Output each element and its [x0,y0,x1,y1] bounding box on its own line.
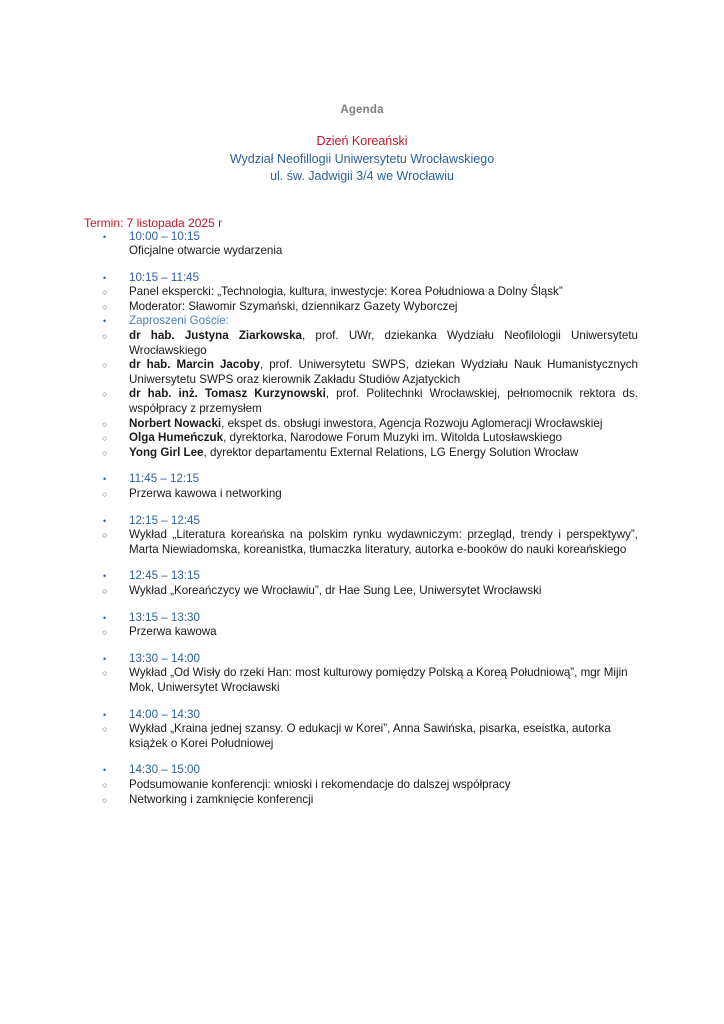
agenda-item [0,778,724,793]
circle-bullet-icon: ○ [102,724,108,735]
circle-bullet-icon: ○ [102,489,108,499]
circle-bullet-icon: ○ [102,447,108,458]
agenda-item [0,329,724,358]
circle-bullet-icon: ○ [102,433,108,444]
agenda-item [0,244,724,259]
agenda-item-text: Moderator: Sławomir Szymański, dziennikarz Gazety Wyborczej [129,299,458,313]
bullet-icon: • [103,231,107,242]
agenda-slot-time [0,569,724,584]
time-range-label: 13:15 – 13:30 [129,610,200,624]
agenda-item-text: , prof. UWr, dziekanka Wydziału Neofilologii Uniwersytetu Wrocławskiego [129,329,639,357]
bullet-icon: • [103,709,107,720]
speaker-name: Olga Humeńczuk [129,431,224,445]
agenda-slot-time [0,271,724,286]
agenda-item-text: Panel ekspercki: „Technologia, kultura, inwestycje: Korea Południowa a Dolny Śląsk” [129,285,563,299]
agenda-item [0,625,724,640]
agenda-item [0,793,724,808]
bullet-icon: • [103,316,107,327]
agenda-slot [0,472,724,501]
bullet-icon: • [103,515,107,526]
bullet-icon: • [103,474,107,485]
agenda-item [0,528,724,557]
agenda-item [0,300,724,315]
venue-faculty: Wydział Neofillogii Uniwersytetu Wrocławskiego [229,151,495,166]
circle-bullet-icon: ○ [102,794,108,805]
agenda-slot-time [0,230,724,245]
venue-address: ul. św. Jadwigii 3/4 we Wrocławiu [270,169,454,183]
agenda-slot-time [0,472,724,487]
guests-heading [0,314,724,329]
bullet-icon: • [103,653,107,664]
agenda-slot [0,708,724,752]
circle-bullet-icon: ○ [102,287,108,298]
agenda-item [0,446,724,461]
time-range-label: 13:30 – 14:00 [129,651,200,665]
speaker-name: dr hab. inż. Tomasz Kurzynowski [129,387,326,401]
circle-bullet-icon: ○ [102,585,108,596]
agenda-item-text: Wykład „Literatura koreańska na polskim rynku wydawniczym: przegląd, trendy i perspektywy”, Marta Niewiadomska, koreanistka, tłumaczka literatury, autorka e-booków do nauki koreańskiego [129,528,638,556]
circle-bullet-icon: ○ [102,331,108,342]
agenda-slot [0,763,724,807]
agenda-slot-time [0,514,724,529]
agenda-item [0,431,724,446]
agenda-slot [0,514,724,558]
agenda-list [0,230,724,808]
speaker-name: Norbert Nowacki [129,416,222,430]
event-header [0,133,724,186]
agenda-slot-time [0,763,724,778]
time-range-label: 14:00 – 14:30 [129,707,200,721]
agenda-item [0,358,724,387]
agenda-item-text: , dyrektor departamentu External Relations, LG Energy Solution Wrocław [203,445,579,459]
agenda-item [0,285,724,300]
agenda-item [0,666,724,695]
time-range-label: 12:15 – 12:45 [129,513,200,527]
speaker-name: dr hab. Marcin Jacoby [129,358,260,372]
agenda-item-text: , dyrektorka, Narodowe Forum Muzyki im. Witolda Lutosławskiego [223,431,562,445]
agenda-item-text: Wykład „Od Wisły do rzeki Han: most kulturowy pomiędzy Polską a Koreą Południową”, mgr Mijin Mok, Uniwersytet Wrocławski [129,666,628,694]
time-range-label: 11:45 – 12:15 [129,472,200,486]
agenda-item-text: Wykład „Koreańczycy we Wrocławiu”, dr Hae Sung Lee, Uniwersytet Wrocławski [129,583,542,597]
speaker-name: Yong Girl Lee [129,445,204,459]
agenda-item-text: , prof. Politechnki Wrocławskiej, pełnomocnik rektora ds. współpracy z przemysłem [129,387,638,416]
event-date: Termin: 7 listopada 2025 r [84,215,223,230]
bullet-icon: • [103,571,107,582]
agenda-item-text: Przerwa kawowa i networking [129,487,282,500]
agenda-item [0,584,724,599]
circle-bullet-icon: ○ [102,301,108,312]
agenda-slot [0,271,724,461]
bullet-icon: • [103,765,107,776]
circle-bullet-icon: ○ [102,668,108,679]
agenda-item-text: Przerwa kawowa [129,625,217,639]
time-range-label: 12:45 – 13:15 [129,569,200,583]
circle-bullet-icon: ○ [102,530,108,541]
agenda-item-text: Zaproszeni Goście: [129,314,229,328]
speaker-name: dr hab. Justyna Ziarkowska [129,329,302,343]
page-title: Agenda [340,104,384,116]
agenda-slot [0,652,724,696]
agenda-item [0,417,724,432]
agenda-slot-time [0,652,724,667]
agenda-item-text: , ekspet ds. obsługi inwestora, Agencja Rozwoju Aglomeracji Wrocławskiej [221,416,603,430]
agenda-item [0,487,724,502]
event-name: Dzień Koreański [316,134,408,148]
bullet-icon: • [103,272,107,283]
circle-bullet-icon: ○ [102,418,108,429]
agenda-item-text: Oficjalne otwarcie wydarzenia [129,244,283,258]
agenda-slot [0,230,724,259]
agenda-item-text: Podsumowanie konferencji: wnioski i rekomendacje do dalszej współpracy [129,777,511,791]
circle-bullet-icon: ○ [102,779,108,790]
time-range-label: 14:30 – 15:00 [129,763,200,777]
circle-bullet-icon: ○ [102,360,108,371]
agenda-slot-time [0,708,724,723]
agenda-slot [0,569,724,598]
bullet-icon: • [103,612,107,623]
agenda-slot-time [0,611,724,626]
time-range-label: 10:00 – 10:15 [129,229,200,243]
agenda-item-text: Networking i zamknięcie konferencji [129,792,314,806]
agenda-slot [0,611,724,640]
time-range-label: 10:15 – 11:45 [129,270,200,284]
agenda-item [0,722,724,751]
agenda-item [0,387,724,416]
agenda-item-text: Wykład „Kraina jednej szansy. O edukacji w Korei”, Anna Sawińska, pisarka, eseistka, autorka książek o Korei Południowej [129,722,611,750]
circle-bullet-icon: ○ [102,389,108,400]
agenda-item-text: , prof. Uniwersytetu SWPS, dziekan Wydziału Nauk Humanistycznych Uniwersytetu SWPS oraz kierownik Zakładu Studiów Azjatyckich [129,358,638,386]
circle-bullet-icon: ○ [102,627,108,638]
